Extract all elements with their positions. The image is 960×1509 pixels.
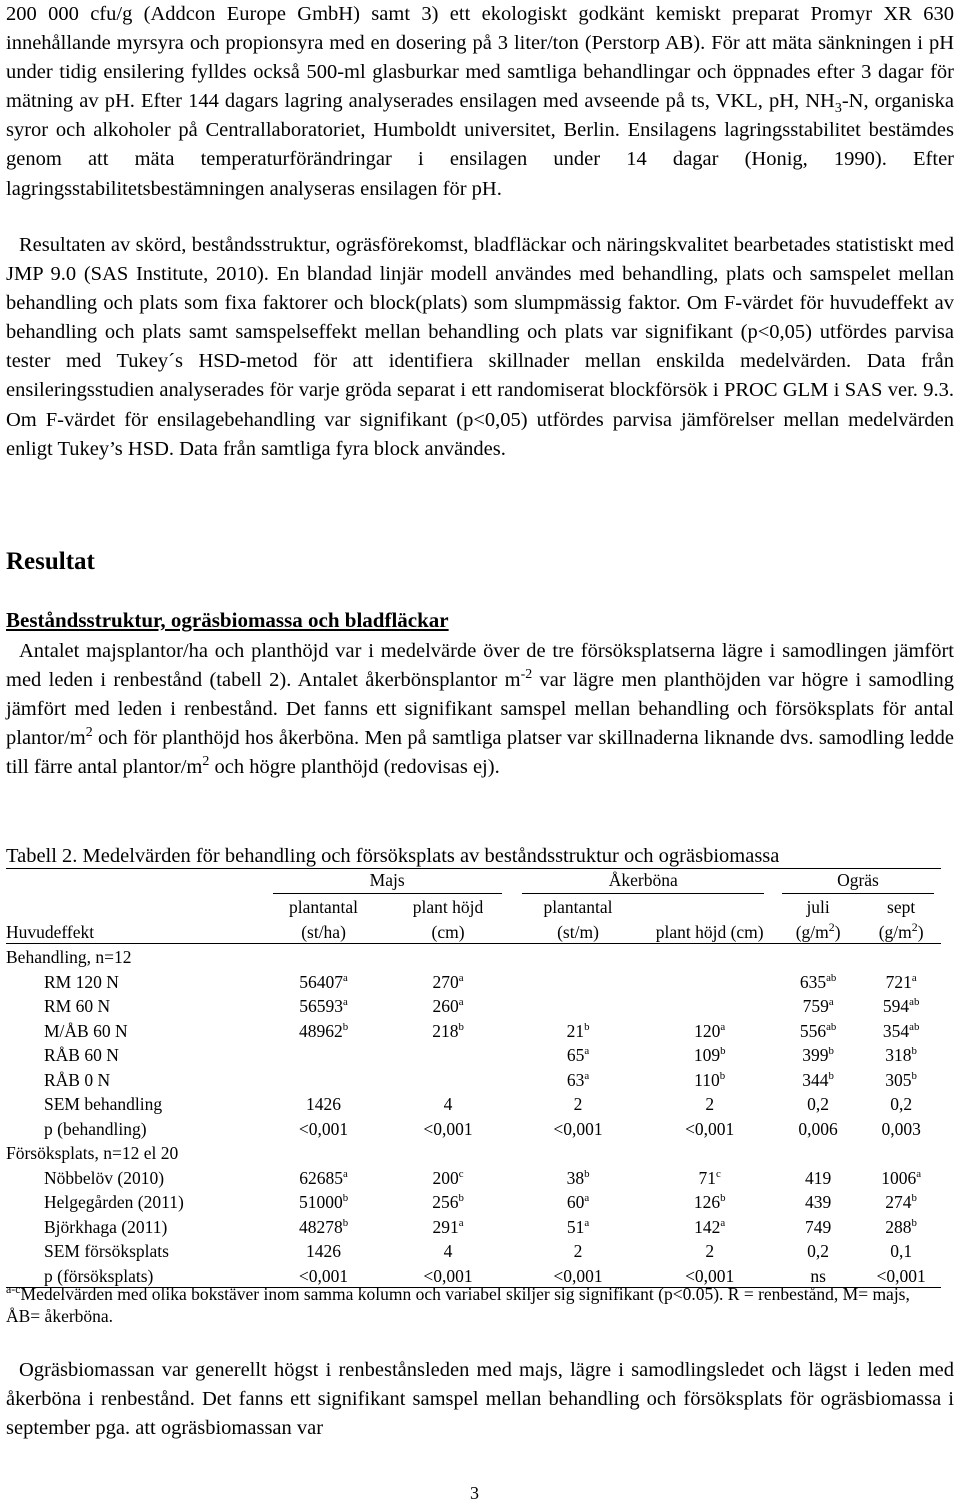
table-cell xyxy=(644,1066,775,1091)
table-cell xyxy=(384,1017,511,1042)
table-cell xyxy=(861,1164,941,1189)
significance-letter: ab xyxy=(909,1020,920,1033)
table-row xyxy=(6,968,941,993)
cell-value: <0,001 xyxy=(553,1265,603,1286)
table-cell xyxy=(512,1164,645,1189)
cell-value: 142 xyxy=(694,1216,721,1237)
table-cell xyxy=(263,1042,385,1067)
cell-value: 305 xyxy=(885,1069,912,1090)
table-caption: Tabell 2. Medelvärden för behandling och försöksplats av beståndsstruktur och ogräsbiomassa xyxy=(6,845,780,867)
superscript: 2 xyxy=(85,725,93,741)
table-cell xyxy=(861,1115,941,1140)
table-header-cell xyxy=(6,869,263,894)
cell-value: 635 xyxy=(799,971,827,992)
table-cell xyxy=(512,1115,645,1140)
table-cell xyxy=(263,1213,385,1238)
table-cell xyxy=(384,993,511,1018)
table-cell xyxy=(775,1238,861,1263)
table-row xyxy=(6,1213,941,1238)
cell-value: 2 xyxy=(705,1094,715,1114)
column-header-text: plant höjd (cm) xyxy=(655,921,764,942)
significance-letter: a xyxy=(458,996,464,1009)
paragraph-text: 200 000 cfu/g (Addcon Europe GmbH) samt 3) ett ekologiskt godkänt kemiskt preparat Promyr XR 630 innehållande myrsyra och propionsyra med en dosering på 3 liter/ton (Perstorp AB). För att mäta sänkningen i pH under tidig ensilering fylldes också 500-ml glasburkar med samtliga behandlingar och öppnades efter 3 dagar för mätning av pH. Efter 144 dagars lagring analyserades ensilagen med avseende på ts, VKL, pH, NH xyxy=(6,3,954,113)
cell-value: 200 xyxy=(432,1167,459,1188)
table-cell xyxy=(861,968,941,993)
cell-value: 56407 xyxy=(299,971,344,992)
table-row xyxy=(6,1042,941,1067)
table-cell xyxy=(644,1017,775,1042)
significance-letter: b xyxy=(458,1192,464,1205)
subscript: 3 xyxy=(834,101,842,117)
significance-letter: b xyxy=(342,1216,349,1229)
paragraph-methods xyxy=(6,0,954,204)
cell-value: 71 xyxy=(698,1167,717,1188)
table-row xyxy=(6,1189,941,1214)
column-header-line1 xyxy=(644,894,775,919)
cell-value: 399 xyxy=(802,1045,829,1065)
column-header-line1: plantantal xyxy=(289,897,359,917)
table-row xyxy=(6,1066,941,1091)
table-cell xyxy=(263,1238,385,1263)
significance-letter: a xyxy=(343,1167,348,1180)
column-header-text: (g/m xyxy=(795,921,829,942)
significance-letter: c xyxy=(458,1167,464,1180)
table-cell xyxy=(384,1189,511,1214)
superscript: -2 xyxy=(520,667,533,683)
table-cell xyxy=(384,1115,511,1140)
table-cell xyxy=(644,1189,775,1214)
paragraph-text: och högre planthöjd (redovisas ej). xyxy=(209,756,500,779)
significance-letter: a xyxy=(828,996,834,1009)
significance-letter: a xyxy=(458,1216,464,1229)
table-group-label xyxy=(263,869,512,894)
significance-letter: b xyxy=(584,1020,590,1033)
column-header-line2 xyxy=(861,918,941,943)
group-label-text: Majs xyxy=(273,870,502,894)
superscript: 2 xyxy=(202,754,210,770)
cell-value: 288 xyxy=(885,1216,912,1237)
table-cell xyxy=(512,1066,645,1091)
column-header-text: (g/m xyxy=(878,921,912,942)
table-row-label: Björkhaga (2011) xyxy=(44,1216,168,1237)
cell-value: 0,2 xyxy=(890,1094,913,1114)
group-label-text: Ogräs xyxy=(782,870,935,894)
significance-letter: b xyxy=(720,1192,726,1205)
column-header-text: (st/m) xyxy=(557,921,599,942)
column-header-line1 xyxy=(6,894,263,919)
significance-letter: b xyxy=(828,1045,834,1058)
cell-value: 120 xyxy=(694,1020,721,1041)
significance-letter: a xyxy=(584,1045,590,1058)
table-row xyxy=(6,993,941,1018)
significance-letter: b xyxy=(911,1045,917,1058)
significance-letter: ab xyxy=(909,996,920,1009)
table-group-label xyxy=(512,869,775,894)
significance-letter: b xyxy=(342,1020,349,1033)
column-header-line2 xyxy=(384,918,511,943)
cell-value: 4 xyxy=(443,1094,453,1114)
table-cell xyxy=(644,1091,775,1116)
significance-letter: a xyxy=(911,971,917,984)
cell-value: 759 xyxy=(802,996,829,1016)
table-cell xyxy=(861,1238,941,1263)
table-section-row xyxy=(6,1140,941,1165)
table-group-header xyxy=(6,869,941,894)
cell-value: 60 xyxy=(566,1192,585,1212)
table-cell xyxy=(512,1238,645,1263)
table-cell xyxy=(644,1115,775,1140)
table-cell xyxy=(512,1213,645,1238)
cell-value: 291 xyxy=(432,1216,459,1237)
significance-letter: b xyxy=(828,1069,834,1082)
column-header-text: (cm) xyxy=(431,921,465,942)
table-footnote xyxy=(6,1283,946,1327)
table-row xyxy=(6,1164,941,1189)
cell-value: 1426 xyxy=(306,1094,342,1114)
cell-value: 439 xyxy=(804,1192,832,1212)
table-cell xyxy=(512,1042,645,1067)
table-column-header-row xyxy=(6,894,941,919)
significance-letter: b xyxy=(911,1069,917,1082)
subsection-heading: Beståndsstruktur, ogräsbiomassa och bladfläckar xyxy=(6,608,449,632)
cell-value: 318 xyxy=(885,1045,912,1065)
table-cell xyxy=(775,1042,861,1067)
table-cell xyxy=(644,1164,775,1189)
cell-value: 419 xyxy=(804,1167,832,1188)
column-header-line1: juli xyxy=(806,897,830,917)
significance-letter: a xyxy=(916,1167,922,1180)
significance-letter: a xyxy=(720,1020,726,1033)
cell-value: 274 xyxy=(885,1192,912,1212)
cell-value: 110 xyxy=(694,1069,720,1090)
table-cell xyxy=(512,1091,645,1116)
table-cell xyxy=(384,1238,511,1263)
table-cell xyxy=(644,1042,775,1067)
cell-value: 556 xyxy=(799,1020,827,1041)
table-cell xyxy=(644,1238,775,1263)
superscript: 2 xyxy=(911,919,918,934)
table-row-label: RM 60 N xyxy=(44,996,111,1016)
cell-value: <0,001 xyxy=(876,1265,926,1286)
table-cell xyxy=(384,968,511,993)
cell-value: 1426 xyxy=(306,1241,342,1261)
table-cell xyxy=(263,1164,385,1189)
significance-letter: c xyxy=(716,1167,721,1180)
significance-letter: b xyxy=(458,1020,464,1033)
cell-value: 2 xyxy=(573,1241,583,1261)
paragraph-text: Antalet majsplantor/ha och planthöjd var i medelvärde över de tre försöksplatserna lägre i samodlingen jämfört med leden i renbestånd (tabell 2). Antalet åkerbönsplantor m xyxy=(6,640,954,692)
column-header-line2 xyxy=(263,918,385,943)
table-cell xyxy=(861,1189,941,1214)
table-cell xyxy=(775,1164,861,1189)
cell-value: 51 xyxy=(566,1216,585,1237)
cell-value: 38 xyxy=(566,1167,585,1188)
table-cell xyxy=(263,1115,385,1140)
cell-value: 256 xyxy=(432,1192,459,1212)
cell-value: 594 xyxy=(882,996,910,1016)
table-row-label: Helgegården (2011) xyxy=(44,1192,184,1212)
table-row-label: Nöbbelöv (2010) xyxy=(44,1167,165,1188)
table-cell xyxy=(775,993,861,1018)
table-cell xyxy=(384,1042,511,1067)
paragraph-text: -N, organiska syror och alkoholer på Centrallaboratoriet, Humboldt universitet, Berlin. Ensilagens lagringsstabilitet bestämdes genom att mäta temperaturförändringar i ensilagen under 14 dagar (Honig, 1990). Efter lagringsstabilitetsbestämningen analyseras ensilagen för pH. xyxy=(6,90,954,200)
table-row xyxy=(6,1091,941,1116)
table-cell xyxy=(263,1066,385,1091)
paragraph-weed-biomass: Ogräsbiomassan var generellt högst i renbestånsleden med majs, lägre i samodlingsledet och lägst i leden med åkerböna i renbestånd. Det fanns ett signifikant samspel mellan behandling och försöksplats för ogräsbiomassa i september pga. att ogräsbiomassan var xyxy=(6,1359,954,1440)
table-cell xyxy=(644,993,775,1018)
table-row-label: SEM försöksplats xyxy=(44,1241,169,1261)
column-header-line2 xyxy=(644,918,775,943)
group-label-text: Åkerböna xyxy=(522,870,764,894)
table-cell xyxy=(263,993,385,1018)
table-group-label xyxy=(775,869,941,894)
table-2 xyxy=(6,868,941,1288)
column-header-line2 xyxy=(6,918,263,943)
cell-value: 48278 xyxy=(298,1216,343,1237)
significance-letter: a xyxy=(343,996,348,1009)
cell-value: 749 xyxy=(804,1216,832,1237)
table-section-label: Försöksplats, n=12 el 20 xyxy=(6,1143,179,1163)
table-cell xyxy=(775,1115,861,1140)
cell-value: <0,001 xyxy=(423,1118,473,1139)
table-cell xyxy=(775,968,861,993)
table-cell xyxy=(861,1066,941,1091)
table-row-label: RM 120 N xyxy=(44,971,119,992)
table-row-label: p (försöksplats) xyxy=(6,1262,263,1287)
column-header-line1: plantantal xyxy=(543,897,613,917)
significance-letter: a xyxy=(584,1216,590,1229)
cell-value: 63 xyxy=(566,1069,585,1090)
cell-value: 62685 xyxy=(299,1167,344,1188)
paragraph-text: var lägre men planthöjden var högre i samodling jämfört med leden i renbestånd. Det fanns ett signifikant samspel mellan behandling och försöksplats för antal plantor/m xyxy=(6,669,954,750)
cell-value: <0,001 xyxy=(423,1265,473,1286)
footnote-text: Medelvärden med olika bokstäver inom samma kolumn och variabel skiljer sig signifikant (p<0.05). R = renbestånd, M= majs, ÅB= åkerböna. xyxy=(6,1284,910,1326)
significance-letter: a xyxy=(458,971,464,984)
table-cell xyxy=(775,1017,861,1042)
table-cell xyxy=(263,968,385,993)
significance-letter: b xyxy=(720,1045,726,1058)
cell-value: 21 xyxy=(566,1020,585,1041)
column-header-line2 xyxy=(512,918,645,943)
cell-value: 56593 xyxy=(299,996,344,1016)
cell-value: 260 xyxy=(432,996,459,1016)
column-header-line2 xyxy=(775,918,861,943)
cell-value: 4 xyxy=(443,1241,453,1261)
cell-value: 0,006 xyxy=(798,1118,838,1139)
column-header-text: ) xyxy=(917,921,924,942)
table-cell xyxy=(512,1017,645,1042)
column-header-text: ) xyxy=(834,921,841,942)
table-cell xyxy=(263,1091,385,1116)
page-number: 3 xyxy=(470,1483,479,1503)
table-cell xyxy=(861,1213,941,1238)
cell-value: 0,003 xyxy=(881,1118,921,1139)
footnote-marker: a-c xyxy=(6,1282,21,1297)
cell-value: 0,2 xyxy=(807,1241,830,1261)
table-row-label: p (behandling) xyxy=(44,1118,147,1139)
significance-letter: ab xyxy=(826,971,837,984)
significance-letter: b xyxy=(719,1069,726,1082)
significance-letter: a xyxy=(343,971,348,984)
significance-letter: a xyxy=(584,1192,590,1205)
table-cell xyxy=(384,1066,511,1091)
cell-value: 354 xyxy=(882,1020,910,1041)
table-column-header-row xyxy=(6,918,941,943)
table-row-label: RÅB 60 N xyxy=(44,1045,119,1065)
table-section-row xyxy=(6,943,941,968)
cell-value: 270 xyxy=(432,971,459,992)
cell-value: 2 xyxy=(573,1094,583,1114)
table-cell xyxy=(512,1189,645,1214)
cell-value: <0,001 xyxy=(298,1118,349,1139)
cell-value: 48962 xyxy=(298,1020,343,1041)
table-section-label: Behandling, n=12 xyxy=(6,947,132,967)
cell-value: 126 xyxy=(693,1192,721,1212)
table-cell xyxy=(263,1017,385,1042)
cell-value: 65 xyxy=(566,1045,585,1065)
table-cell xyxy=(775,1213,861,1238)
section-heading: Resultat xyxy=(6,548,95,575)
table-cell xyxy=(775,1189,861,1214)
table-cell xyxy=(775,1091,861,1116)
table-cell xyxy=(384,1213,511,1238)
cell-value: <0,001 xyxy=(685,1118,735,1139)
cell-value: 51000 xyxy=(298,1192,343,1212)
column-header-line1: sept xyxy=(887,897,916,917)
table-cell xyxy=(861,1091,941,1116)
significance-letter: b xyxy=(911,1192,917,1205)
cell-value: 2 xyxy=(705,1241,715,1261)
cell-value: 0,1 xyxy=(890,1241,913,1261)
table-row-label: M/ÅB 60 N xyxy=(44,1020,128,1041)
table-cell xyxy=(384,1164,511,1189)
cell-value: 0,2 xyxy=(807,1094,830,1114)
column-header-line1: plant höjd xyxy=(412,897,484,917)
significance-letter: a xyxy=(584,1069,590,1082)
significance-letter: ab xyxy=(826,1020,837,1033)
paragraph-results xyxy=(6,637,954,782)
table-row xyxy=(6,1115,941,1140)
table-cell xyxy=(384,1091,511,1116)
significance-letter: b xyxy=(584,1167,590,1180)
column-header-text: Huvudeffekt xyxy=(6,921,95,942)
table-cell xyxy=(512,993,645,1018)
table-cell xyxy=(861,1042,941,1067)
table-cell xyxy=(775,1066,861,1091)
table-row xyxy=(6,1017,941,1042)
table-cell xyxy=(644,1213,775,1238)
cell-value: 1006 xyxy=(881,1167,917,1188)
cell-value: 109 xyxy=(693,1045,721,1065)
table-row xyxy=(6,1238,941,1263)
cell-value: 218 xyxy=(432,1020,459,1041)
table-cell xyxy=(644,968,775,993)
table-cell xyxy=(512,968,645,993)
cell-value: <0,001 xyxy=(685,1265,735,1286)
cell-value: <0,001 xyxy=(298,1265,349,1286)
superscript: 2 xyxy=(828,919,835,934)
significance-letter: b xyxy=(342,1192,349,1205)
paragraph-text: och för planthöjd hos åkerböna. Men på samtliga platser var skillnaderna liknande dvs. samodling ledde till färre antal plantor/m xyxy=(6,727,954,779)
table-row-label: SEM behandling xyxy=(44,1094,163,1114)
significance-letter: b xyxy=(911,1216,917,1229)
significance-letter: a xyxy=(720,1216,726,1229)
cell-value: 344 xyxy=(802,1069,829,1090)
column-header-text: (st/ha) xyxy=(301,921,346,942)
table-cell xyxy=(263,1189,385,1214)
cell-value: 721 xyxy=(885,971,912,992)
paragraph-statistics: Resultaten av skörd, beståndsstruktur, ogräsförekomst, bladfläckar och näringskvalitet bearbetades statistiskt med JMP 9.0 (SAS Institute, 2010). En blandad linjär modell användes med behandling, plats och samspelet mellan behandling och plats som fixa faktorer och block(plats) som slumpmässig faktor. Om F-värdet för huvudeffekt av behandling och plats samt samspelseffekt mellan behandling och plats var signifikant (p<0,05) utfördes parvisa tester med Tukey´s HSD-metod för att identifiera skillnader mellan enskilda medelvärden. Data från ensileringsstudien analyserades för varje gröda separat i ett randomiserat blockförsök i PROC GLM i SAS ver. 9.3. Om F-värdet för ensilagebehandling var signifikant (p<0,05) utfördes parvisa jämförelser mellan medelvärden enligt Tukey’s HSD. Data från samtliga fyra block användes. xyxy=(6,234,954,460)
table-cell xyxy=(861,1017,941,1042)
table-cell xyxy=(861,993,941,1018)
cell-value: <0,001 xyxy=(553,1118,603,1139)
table-row-label: RÅB 0 N xyxy=(44,1069,111,1090)
cell-value: ns xyxy=(810,1265,826,1286)
